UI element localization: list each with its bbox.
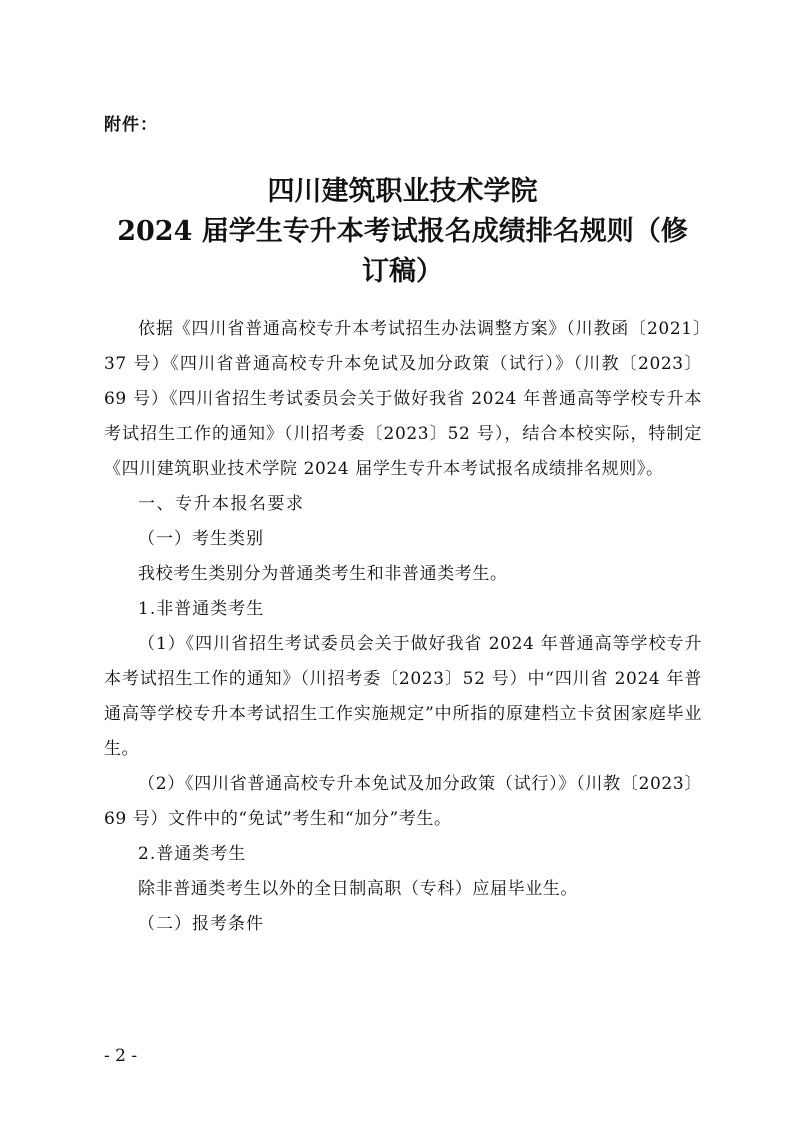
regular-paragraph: 除非普通类考生以外的全日制高职（专科）应届毕业生。 xyxy=(138,879,578,899)
page-number: - 2 - xyxy=(104,1046,138,1066)
non-regular-paragraph-1: （1）《四川省招生考试委员会关于做好我省 2024 年普通高等学校专升本考试招生工作的通知》（川招考委〔2023〕52 号）中“四川省 2024 年普通高等学校专升本考试招生工作实施规定”中所指的原建档立卡贫困家庭毕业生。 xyxy=(104,634,702,759)
categories-paragraph: 我校考生类别分为普通类考生和非普通类考生。 xyxy=(138,564,508,584)
title-line-3: 订稿） xyxy=(362,256,443,287)
subsection-heading-conditions: （二）报考条件 xyxy=(138,914,264,934)
document-title xyxy=(100,172,705,292)
intro-paragraph: 依据《四川省普通高校专升本考试招生办法调整方案》（川教函〔2021〕37 号）《四川省普通高校专升本免试及加分政策（试行）》（川教〔2023〕69 号）《四川省招生考试委员会关于做好我省 2024 年普通高等学校专升本考试招生工作的通知》（川招考委〔2023〕52 号），结合本校实际，特制定《四川建筑职业技术学院 2024 届学生专升本考试报名成绩排名规则》。 xyxy=(104,319,702,479)
section-heading-requirements: 一、专升本报名要求 xyxy=(138,494,305,514)
document-body xyxy=(104,312,702,942)
title-line-1: 四川建筑职业技术学院 xyxy=(267,176,538,207)
title-line-2: 2024 届学生专升本考试报名成绩排名规则（修 xyxy=(117,216,688,247)
non-regular-paragraph-2: （2）《四川省普通高校专升本免试及加分政策（试行）》（川教〔2023〕69 号）文件中的“免试”考生和“加分”考生。 xyxy=(104,774,702,829)
item-heading-regular: 2.普通类考生 xyxy=(138,844,247,864)
subsection-heading-categories: （一）考生类别 xyxy=(138,529,264,549)
item-heading-non-regular: 1.非普通类考生 xyxy=(138,599,265,619)
attachment-label: 附件： xyxy=(104,115,158,135)
